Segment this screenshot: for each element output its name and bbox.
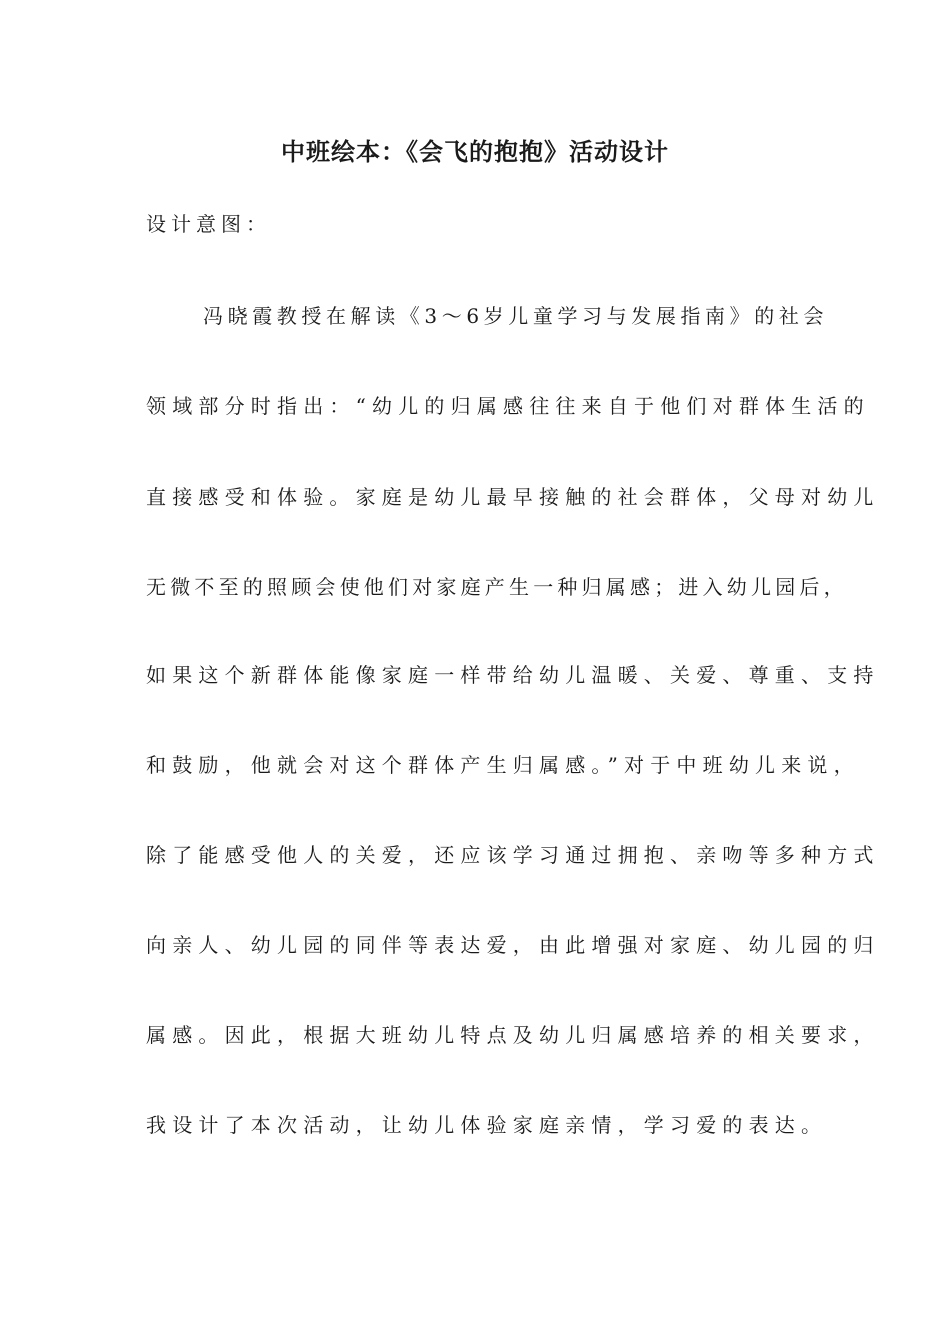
- paragraph-line: 直接感受和体验。家庭是幼儿最早接触的社会群体，父母对幼儿: [146, 485, 880, 509]
- section-heading: 设计意图：: [146, 212, 271, 236]
- document-title: 中班绘本：《会飞的抱抱》活动设计: [281, 138, 669, 166]
- paragraph-line: 除了能感受他人的关爱，还应该学习通过拥抱、亲吻等多种方式: [146, 843, 880, 867]
- paragraph-line: 向亲人、幼儿园的同伴等表达爱，由此增强对家庭、幼儿园的归: [146, 933, 880, 957]
- paragraph-line: 属感。因此，根据大班幼儿特点及幼儿归属感培养的相关要求，: [146, 1023, 880, 1047]
- paragraph-line: 和鼓励，他就会对这个群体产生归属感。”对于中班幼儿来说，: [146, 753, 860, 777]
- paragraph-line: 无微不至的照顾会使他们对家庭产生一种归属感；进入幼儿园后，: [146, 575, 848, 599]
- paragraph-line: 如果这个新群体能像家庭一样带给幼儿温暖、关爱、尊重、支持: [146, 663, 880, 687]
- paragraph-line: 领域部分时指出：“幼儿的归属感往往来自于他们对群体生活的: [146, 394, 870, 418]
- paragraph-line: 我设计了本次活动，让幼儿体验家庭亲情，学习爱的表达。: [146, 1113, 828, 1137]
- paragraph-line: 冯晓霞教授在解读《3～6岁儿童学习与发展指南》的社会: [203, 304, 829, 328]
